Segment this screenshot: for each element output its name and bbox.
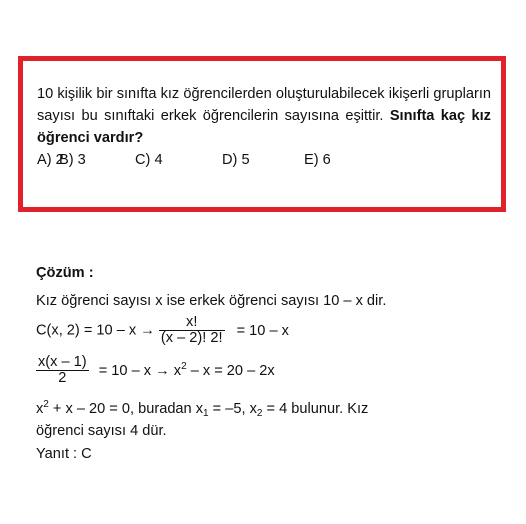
option-e: E) 6 [304,152,331,168]
equation-rhs: = 10 – x [236,322,289,339]
question-box [18,56,506,212]
fraction-numerator: x(x – 1) [38,354,87,370]
option-d: D) 5 [222,152,250,168]
answer-options [37,152,491,174]
solution-answer: Yanıt : C [36,446,92,462]
question-text [37,83,491,149]
fraction-numerator: x! [186,314,198,330]
option-b: B) 3 [59,152,86,168]
option-a: A) 2 [37,152,64,168]
solution-line-5: öğrenci sayısı 4 dür. [36,423,167,439]
fraction-denominator: (x – 2)! 2! [160,330,223,346]
solution-line-1: Kız öğrenci sayısı x ise erkek öğrenci sayısı 10 – x dir. [36,293,387,309]
solution-line-3 [36,355,275,386]
question-prompt: Sınıfta kaç kız öğrenci vardır? [37,108,491,146]
question-body: 10 kişilik bir sınıfta kız öğrencilerden oluşturulabilecek ikişerli grupların sayısı bu sınıftaki erkek öğrencilerin sayısına eşittir. [37,86,491,124]
fraction-denominator: 2 [36,370,89,386]
equation-rhs: = $10 - x \to x^2 - x = 20 - 2x$ [98,360,275,379]
option-c: C) 4 [135,152,163,168]
solution-line-4: $x^2 + x - 20 = 0$, buradan $x_1 = -5$, $x_2 = 4$ bulunur. Kız [36,399,369,419]
combination-expression: C(x, 2) = 10 – x → [36,322,155,339]
factorial-fraction [159,315,225,346]
solution-heading: Çözüm : [36,265,94,281]
quadratic-fraction [36,355,89,386]
solution-line-2 [36,315,289,346]
